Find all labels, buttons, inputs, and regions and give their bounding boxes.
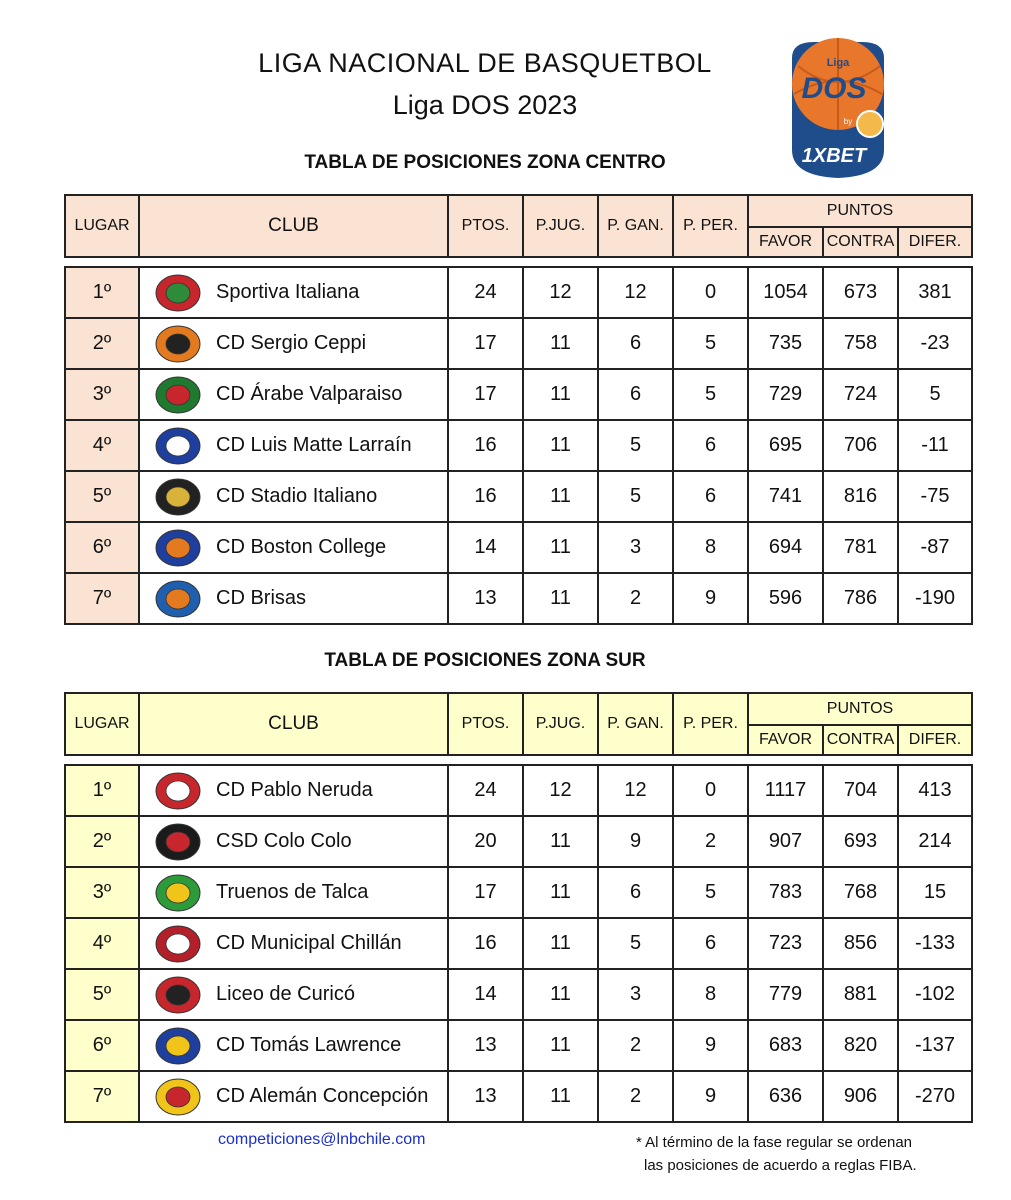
club-name: CD Stadio Italiano bbox=[216, 485, 378, 507]
points-cell: 13 bbox=[448, 573, 523, 624]
col-favor-header: FAVOR bbox=[748, 227, 823, 257]
place-cell: 3º bbox=[65, 369, 139, 420]
contra-cell: 856 bbox=[823, 918, 898, 969]
col-contra-header: CONTRA bbox=[823, 227, 898, 257]
played-cell: 11 bbox=[523, 1071, 598, 1122]
won-cell: 3 bbox=[598, 522, 673, 573]
club-name: CD Pablo Neruda bbox=[216, 779, 373, 801]
points-cell: 13 bbox=[448, 1020, 523, 1071]
favor-cell: 741 bbox=[748, 471, 823, 522]
table-row bbox=[65, 267, 972, 318]
club-cell bbox=[139, 573, 448, 624]
club-name: Sportiva Italiana bbox=[216, 281, 360, 303]
zona-sur-title: TABLA DE POSICIONES ZONA SUR bbox=[324, 650, 646, 671]
club-cell bbox=[139, 369, 448, 420]
points-cell: 24 bbox=[448, 267, 523, 318]
svg-text:by: by bbox=[843, 117, 853, 126]
club-name: CD Alemán Concepción bbox=[216, 1085, 429, 1107]
sergio-ceppi-logo bbox=[140, 321, 216, 367]
club-name: CD Boston College bbox=[216, 536, 387, 558]
place-cell: 7º bbox=[65, 1071, 139, 1122]
won-cell: 9 bbox=[598, 816, 673, 867]
place-cell: 3º bbox=[65, 867, 139, 918]
lost-cell: 8 bbox=[673, 522, 748, 573]
diff-cell: 15 bbox=[898, 867, 972, 918]
club-cell bbox=[139, 1020, 448, 1071]
club-cell bbox=[139, 867, 448, 918]
played-cell: 12 bbox=[523, 765, 598, 816]
table-row bbox=[65, 969, 972, 1020]
col-place-header: LUGAR bbox=[65, 195, 139, 257]
luis-matte-logo bbox=[140, 423, 216, 469]
place-cell: 4º bbox=[65, 420, 139, 471]
contra-cell: 724 bbox=[823, 369, 898, 420]
contra-cell: 758 bbox=[823, 318, 898, 369]
svg-text:DOS: DOS bbox=[801, 72, 867, 105]
contra-cell: 768 bbox=[823, 867, 898, 918]
diff-cell: -133 bbox=[898, 918, 972, 969]
place-cell: 4º bbox=[65, 918, 139, 969]
won-cell: 6 bbox=[598, 318, 673, 369]
favor-cell: 1117 bbox=[748, 765, 823, 816]
played-cell: 11 bbox=[523, 369, 598, 420]
col-won-header: P. GAN. bbox=[598, 195, 673, 257]
colo-colo-logo bbox=[140, 819, 216, 865]
won-cell: 2 bbox=[598, 1020, 673, 1071]
col-club-header: CLUB bbox=[139, 693, 448, 755]
svg-text:1XBET: 1XBET bbox=[801, 145, 867, 167]
contra-cell: 706 bbox=[823, 420, 898, 471]
arabe-valparaiso-logo bbox=[140, 372, 216, 418]
club-cell bbox=[139, 420, 448, 471]
lost-cell: 9 bbox=[673, 573, 748, 624]
zona-sur-table bbox=[64, 764, 973, 1123]
boston-college-logo bbox=[140, 525, 216, 571]
liceo-curico-logo bbox=[140, 972, 216, 1018]
won-cell: 6 bbox=[598, 369, 673, 420]
club-cell bbox=[139, 471, 448, 522]
diff-cell: -190 bbox=[898, 573, 972, 624]
contact-email-link[interactable]: competiciones@lnbchile.com bbox=[218, 1131, 426, 1148]
tomas-lawrence-logo bbox=[140, 1023, 216, 1069]
played-cell: 11 bbox=[523, 816, 598, 867]
table-row bbox=[65, 522, 972, 573]
pablo-neruda-logo bbox=[140, 768, 216, 814]
club-cell bbox=[139, 267, 448, 318]
diff-cell: -87 bbox=[898, 522, 972, 573]
place-cell: 5º bbox=[65, 471, 139, 522]
col-lost-header: P. PER. bbox=[673, 195, 748, 257]
contra-cell: 820 bbox=[823, 1020, 898, 1071]
club-name: CD Brisas bbox=[216, 587, 307, 609]
contra-cell: 781 bbox=[823, 522, 898, 573]
club-cell bbox=[139, 318, 448, 369]
points-cell: 20 bbox=[448, 816, 523, 867]
favor-cell: 683 bbox=[748, 1020, 823, 1071]
lost-cell: 5 bbox=[673, 318, 748, 369]
won-cell: 12 bbox=[598, 267, 673, 318]
played-cell: 11 bbox=[523, 522, 598, 573]
won-cell: 2 bbox=[598, 1071, 673, 1122]
club-name: CD Árabe Valparaiso bbox=[216, 383, 403, 405]
won-cell: 5 bbox=[598, 471, 673, 522]
favor-cell: 779 bbox=[748, 969, 823, 1020]
diff-cell: -11 bbox=[898, 420, 972, 471]
table-row bbox=[65, 420, 972, 471]
place-cell: 1º bbox=[65, 765, 139, 816]
won-cell: 6 bbox=[598, 867, 673, 918]
favor-cell: 636 bbox=[748, 1071, 823, 1122]
diff-cell: 413 bbox=[898, 765, 972, 816]
place-cell: 7º bbox=[65, 573, 139, 624]
favor-cell: 1054 bbox=[748, 267, 823, 318]
diff-cell: 5 bbox=[898, 369, 972, 420]
points-cell: 24 bbox=[448, 765, 523, 816]
club-name: Liceo de Curicó bbox=[216, 983, 355, 1005]
diff-cell: -23 bbox=[898, 318, 972, 369]
contra-cell: 786 bbox=[823, 573, 898, 624]
place-cell: 1º bbox=[65, 267, 139, 318]
favor-cell: 596 bbox=[748, 573, 823, 624]
col-diff-header: DIFER. bbox=[898, 227, 972, 257]
sportiva-italiana-logo bbox=[140, 270, 216, 316]
club-name: CD Municipal Chillán bbox=[216, 932, 402, 954]
diff-cell: 381 bbox=[898, 267, 972, 318]
contra-cell: 693 bbox=[823, 816, 898, 867]
table-row bbox=[65, 867, 972, 918]
col-puntos-group-header: PUNTOS bbox=[748, 693, 972, 725]
club-name: CSD Colo Colo bbox=[216, 830, 352, 852]
table-row bbox=[65, 318, 972, 369]
col-points-header: PTOS. bbox=[448, 195, 523, 257]
club-cell bbox=[139, 816, 448, 867]
favor-cell: 694 bbox=[748, 522, 823, 573]
club-name: CD Luis Matte Larraín bbox=[216, 434, 412, 456]
favor-cell: 695 bbox=[748, 420, 823, 471]
place-cell: 5º bbox=[65, 969, 139, 1020]
played-cell: 11 bbox=[523, 969, 598, 1020]
col-place-header: LUGAR bbox=[65, 693, 139, 755]
points-cell: 17 bbox=[448, 318, 523, 369]
season-title: Liga DOS 2023 bbox=[392, 90, 578, 120]
points-cell: 16 bbox=[448, 420, 523, 471]
favor-cell: 783 bbox=[748, 867, 823, 918]
won-cell: 2 bbox=[598, 573, 673, 624]
col-played-header: P.JUG. bbox=[523, 693, 598, 755]
favor-cell: 723 bbox=[748, 918, 823, 969]
lost-cell: 5 bbox=[673, 867, 748, 918]
league-title: LIGA NACIONAL DE BASQUETBOL bbox=[258, 48, 712, 78]
diff-cell: -102 bbox=[898, 969, 972, 1020]
col-club-header: CLUB bbox=[139, 195, 448, 257]
won-cell: 5 bbox=[598, 420, 673, 471]
lost-cell: 9 bbox=[673, 1071, 748, 1122]
zona-centro-table bbox=[64, 266, 973, 625]
points-cell: 13 bbox=[448, 1071, 523, 1122]
lost-cell: 2 bbox=[673, 816, 748, 867]
played-cell: 11 bbox=[523, 420, 598, 471]
place-cell: 2º bbox=[65, 318, 139, 369]
table-row bbox=[65, 1071, 972, 1122]
aleman-concepcion-logo bbox=[140, 1074, 216, 1120]
diff-cell: -270 bbox=[898, 1071, 972, 1122]
club-name: CD Sergio Ceppi bbox=[216, 332, 367, 354]
municipal-chillan-logo bbox=[140, 921, 216, 967]
club-cell bbox=[139, 522, 448, 573]
col-lost-header: P. PER. bbox=[673, 693, 748, 755]
club-cell bbox=[139, 1071, 448, 1122]
contra-cell: 881 bbox=[823, 969, 898, 1020]
club-cell bbox=[139, 969, 448, 1020]
won-cell: 5 bbox=[598, 918, 673, 969]
played-cell: 11 bbox=[523, 471, 598, 522]
club-name: Truenos de Talca bbox=[216, 881, 369, 903]
favor-cell: 735 bbox=[748, 318, 823, 369]
zona-centro-title: TABLA DE POSICIONES ZONA CENTRO bbox=[304, 152, 666, 173]
lost-cell: 6 bbox=[673, 420, 748, 471]
played-cell: 11 bbox=[523, 867, 598, 918]
contra-cell: 673 bbox=[823, 267, 898, 318]
stadio-italiano-logo bbox=[140, 474, 216, 520]
favor-cell: 907 bbox=[748, 816, 823, 867]
fiba-note bbox=[636, 1131, 917, 1177]
svg-text:Liga: Liga bbox=[826, 57, 850, 69]
points-cell: 17 bbox=[448, 867, 523, 918]
lost-cell: 9 bbox=[673, 1020, 748, 1071]
truenos-talca-logo bbox=[140, 870, 216, 916]
played-cell: 12 bbox=[523, 267, 598, 318]
contra-cell: 906 bbox=[823, 1071, 898, 1122]
lost-cell: 6 bbox=[673, 918, 748, 969]
played-cell: 11 bbox=[523, 573, 598, 624]
table-row bbox=[65, 369, 972, 420]
favor-cell: 729 bbox=[748, 369, 823, 420]
lost-cell: 0 bbox=[673, 267, 748, 318]
points-cell: 14 bbox=[448, 969, 523, 1020]
lost-cell: 6 bbox=[673, 471, 748, 522]
played-cell: 11 bbox=[523, 918, 598, 969]
table-row bbox=[65, 1020, 972, 1071]
col-favor-header: FAVOR bbox=[748, 725, 823, 755]
points-cell: 17 bbox=[448, 369, 523, 420]
diff-cell: 214 bbox=[898, 816, 972, 867]
col-diff-header: DIFER. bbox=[898, 725, 972, 755]
place-cell: 6º bbox=[65, 1020, 139, 1071]
played-cell: 11 bbox=[523, 318, 598, 369]
lost-cell: 5 bbox=[673, 369, 748, 420]
fiba-note-line-2: las posiciones de acuerdo a reglas FIBA. bbox=[644, 1157, 917, 1174]
points-cell: 16 bbox=[448, 918, 523, 969]
zona-centro-header-table bbox=[64, 194, 973, 258]
points-cell: 16 bbox=[448, 471, 523, 522]
diff-cell: -75 bbox=[898, 471, 972, 522]
col-contra-header: CONTRA bbox=[823, 725, 898, 755]
fiba-note-line-1: * Al término de la fase regular se ordenan bbox=[636, 1134, 912, 1151]
place-cell: 6º bbox=[65, 522, 139, 573]
col-won-header: P. GAN. bbox=[598, 693, 673, 755]
points-cell: 14 bbox=[448, 522, 523, 573]
table-row bbox=[65, 765, 972, 816]
won-cell: 3 bbox=[598, 969, 673, 1020]
col-points-header: PTOS. bbox=[448, 693, 523, 755]
contra-cell: 816 bbox=[823, 471, 898, 522]
contra-cell: 704 bbox=[823, 765, 898, 816]
club-cell bbox=[139, 765, 448, 816]
liga-dos-logo bbox=[784, 38, 892, 180]
col-puntos-group-header: PUNTOS bbox=[748, 195, 972, 227]
place-cell: 2º bbox=[65, 816, 139, 867]
club-cell bbox=[139, 918, 448, 969]
table-row bbox=[65, 918, 972, 969]
diff-cell: -137 bbox=[898, 1020, 972, 1071]
club-name: CD Tomás Lawrence bbox=[216, 1034, 402, 1056]
zona-sur-header-table bbox=[64, 692, 973, 756]
lost-cell: 8 bbox=[673, 969, 748, 1020]
table-row bbox=[65, 816, 972, 867]
table-row bbox=[65, 471, 972, 522]
col-played-header: P.JUG. bbox=[523, 195, 598, 257]
brisas-logo bbox=[140, 576, 216, 622]
table-row bbox=[65, 573, 972, 624]
lost-cell: 0 bbox=[673, 765, 748, 816]
won-cell: 12 bbox=[598, 765, 673, 816]
played-cell: 11 bbox=[523, 1020, 598, 1071]
